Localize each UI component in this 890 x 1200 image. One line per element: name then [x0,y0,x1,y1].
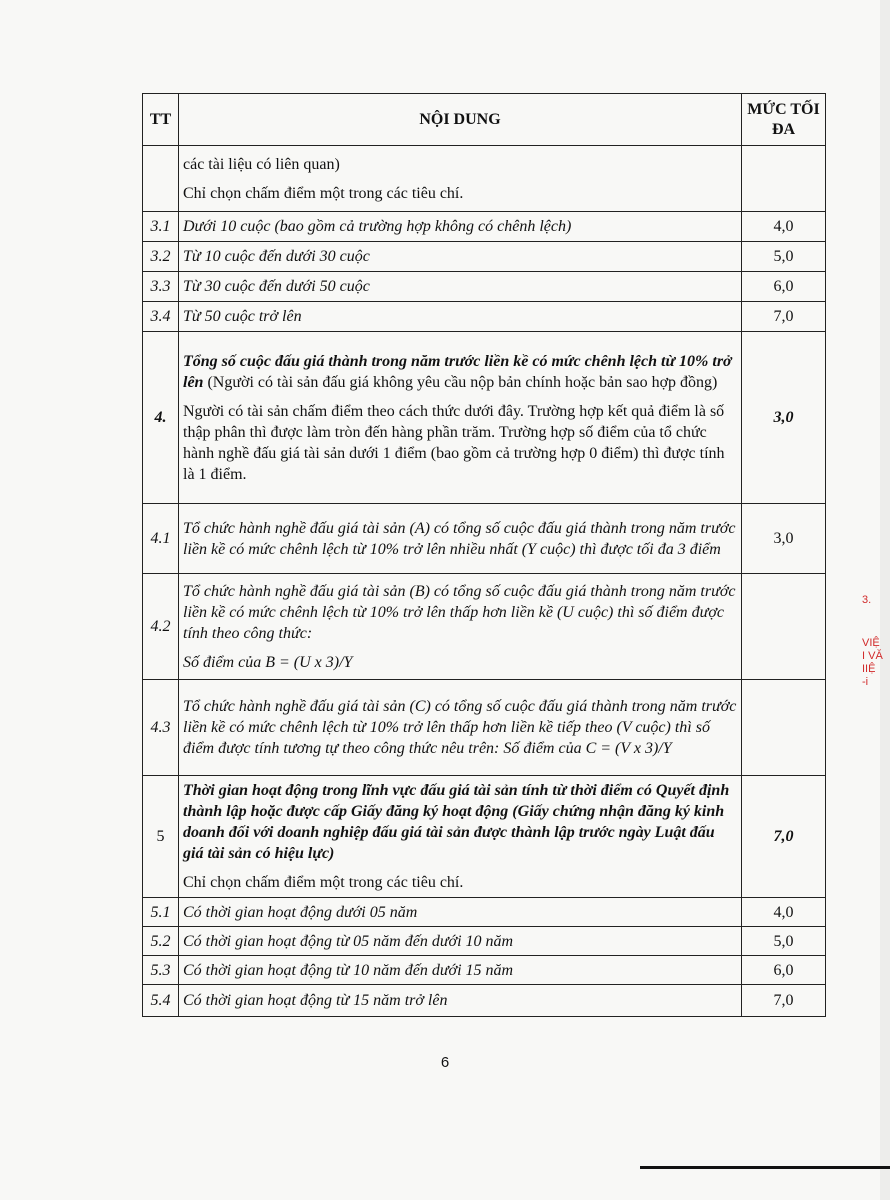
row-tt: 3.3 [143,272,179,302]
row-content: Từ 10 cuộc đến dưới 30 cuộc [179,242,742,272]
table-row [143,680,826,776]
row-title: Thời gian hoạt động trong lĩnh vực đấu giá tài sản tính từ thời điểm có Quyết định thành lập hoặc được cấp Giấy đăng ký hoạt động (Giấy chứng nhận đăng ký kinh doanh đối với doanh nghiệp đấu giá tài sản được thành lập trước ngày Luật đấu giá tài sản có hiệu lực) [183,782,730,862]
header-max: MỨC TỐI ĐA [742,94,826,146]
row-text: Chỉ chọn chấm điểm một trong các tiêu chí. [183,184,464,202]
table-row [143,898,826,927]
table-row [143,146,826,212]
page-number: 6 [440,1054,450,1071]
row-tt: 4. [143,332,179,504]
row-title: Tổng số cuộc đấu giá thành trong năm trước liền kề có mức chênh lệch từ 10% trở lên [183,352,732,391]
red-stamp-fragment: 3. VIỆ I VĂ IIỆ -i [862,594,883,688]
row-max: 7,0 [742,776,826,898]
row-tt: 5.3 [143,956,179,985]
table-row [143,302,826,332]
row-content: Có thời gian hoạt động từ 05 năm đến dưới 10 năm [179,927,742,956]
table-header [143,94,826,146]
row-max: 4,0 [742,212,826,242]
table-row [143,927,826,956]
table-row [143,574,826,680]
row-max: 5,0 [742,927,826,956]
row-content: Tổ chức hành nghề đấu giá tài sản (A) có tổng số cuộc đấu giá thành trong năm trước liền kề có mức chênh lệch từ 10% trở lên nhiều nhất (Y cuộc) thì được tối đa 3 điểm [179,504,742,574]
scan-edge-line [640,1166,890,1169]
table-row [143,242,826,272]
row-content: Có thời gian hoạt động từ 15 năm trở lên [179,985,742,1017]
row-max: 7,0 [742,985,826,1017]
row-max: 3,0 [742,504,826,574]
row-tt: 4.2 [143,574,179,680]
criteria-table [142,93,826,1017]
table-row [143,504,826,574]
row-content: Có thời gian hoạt động từ 10 năm đến dưới 15 năm [179,956,742,985]
row-tt: 3.4 [143,302,179,332]
table-row [143,332,826,504]
row-max: 3,0 [742,332,826,504]
row-content: Tổ chức hành nghề đấu giá tài sản (C) có tổng số cuộc đấu giá thành trong năm trước liền kề có mức chênh lệch từ 10% trở lên thấp hơn liền kề tiếp theo (V cuộc) thì số điểm được tính tương tự theo công thức nêu trên: Số điểm của C = (V x 3)/Y [179,680,742,776]
row-max: 6,0 [742,956,826,985]
row-max [742,574,826,680]
row-max: 7,0 [742,302,826,332]
row-note: Chỉ chọn chấm điểm một trong các tiêu chí. [183,874,464,891]
row-content: Từ 50 cuộc trở lên [179,302,742,332]
row-content: Có thời gian hoạt động dưới 05 năm [179,898,742,927]
row-tt: 5.4 [143,985,179,1017]
row-title-rest: (Người có tài sản đấu giá không yêu cầu nộp bản chính hoặc bản sao hợp đồng) [203,373,718,391]
row-tt: 5 [143,776,179,898]
row-formula: Số điểm của B = (U x 3)/Y [183,653,353,671]
table-row [143,776,826,898]
row-content: Dưới 10 cuộc (bao gồm cả trường hợp không có chênh lệch) [179,212,742,242]
header-tt: TT [143,94,179,146]
row-content: Tổ chức hành nghề đấu giá tài sản (B) có tổng số cuộc đấu giá thành trong năm trước liền kề có mức chênh lệch từ 10% trở lên thấp hơn liền kề (U cuộc) thì số điểm được tính theo công thức: [183,582,736,642]
table-row [143,956,826,985]
row-tt: 3.2 [143,242,179,272]
row-tt: 5.2 [143,927,179,956]
table-row [143,985,826,1017]
row-tt: 4.1 [143,504,179,574]
table-row [143,272,826,302]
row-tt: 3.1 [143,212,179,242]
row-content: Từ 30 cuộc đến dưới 50 cuộc [179,272,742,302]
row-note: Người có tài sản chấm điểm theo cách thức dưới đây. Trường hợp kết quả điểm là số thập phân thì được làm tròn đến hàng phần trăm. Trường hợp số điểm của tổ chức hành nghề đấu giá tài sản dưới 1 điểm (bao gồm cả trường hợp 0 điểm) thì được tính là 1 điểm. [183,402,725,483]
row-max: 6,0 [742,272,826,302]
row-text: các tài liệu có liên quan) [183,155,340,173]
row-max [742,680,826,776]
table-row [143,212,826,242]
header-content: NỘI DUNG [179,94,742,146]
row-tt: 4.3 [143,680,179,776]
row-max: 4,0 [742,898,826,927]
row-max: 5,0 [742,242,826,272]
row-tt: 5.1 [143,898,179,927]
